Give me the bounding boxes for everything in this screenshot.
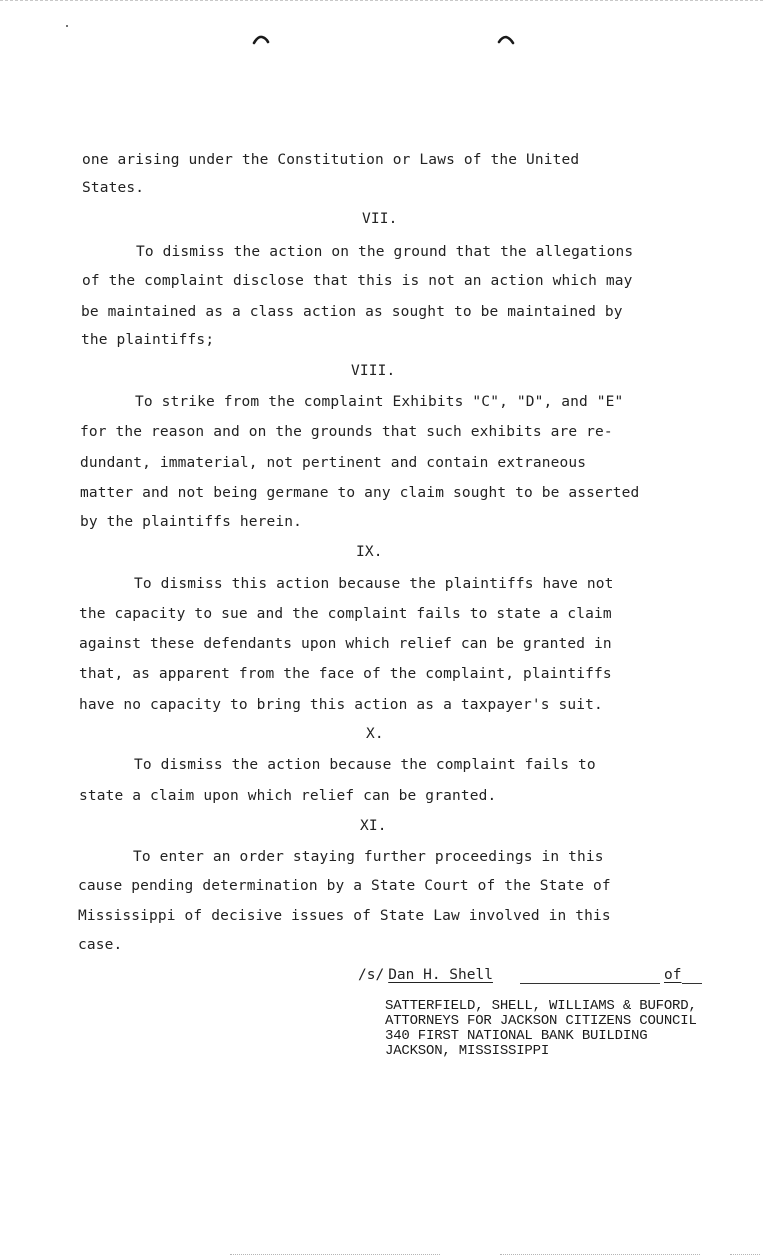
body-line: matter and not being germane to any claim sought to be asserted: [80, 485, 640, 501]
body-line: To dismiss the action because the complaint fails to: [134, 757, 596, 773]
body-line: the capacity to sue and the complaint fails to state a claim: [79, 606, 612, 622]
firm-name: SATTERFIELD, SHELL, WILLIAMS & BUFORD,: [385, 998, 697, 1014]
body-line: States.: [82, 180, 145, 196]
bottom-edge-marks: [730, 1254, 760, 1255]
body-line: the plaintiffs;: [81, 332, 215, 348]
body-line: state a claim upon which relief can be granted.: [79, 788, 497, 804]
body-line: case.: [78, 937, 123, 953]
body-line: dundant, immaterial, not pertinent and contain extraneous: [80, 455, 587, 471]
bottom-edge-marks: [500, 1254, 700, 1255]
section-heading-vii: VII.: [362, 211, 398, 227]
corner-mark-icon: [252, 34, 270, 46]
firm-role: ATTORNEYS FOR JACKSON CITIZENS COUNCIL: [385, 1013, 697, 1029]
body-line: of the complaint disclose that this is not an action which may: [82, 273, 633, 289]
top-edge-dashes: [0, 0, 763, 1]
body-line: for the reason and on the grounds that such exhibits are re-: [80, 424, 613, 440]
body-line: To enter an order staying further proceedings in this: [133, 849, 604, 865]
signature-prefix: /s/: [358, 967, 385, 983]
body-line: be maintained as a class action as sought to be maintained by: [81, 304, 623, 320]
signer-name: Dan H. Shell: [388, 967, 493, 983]
body-line: To dismiss the action on the ground that the allegations: [136, 244, 634, 260]
section-heading-viii: VIII.: [351, 363, 396, 379]
firm-city: JACKSON, MISSISSIPPI: [385, 1043, 550, 1059]
body-line: have no capacity to bring this action as a taxpayer's suit.: [79, 697, 603, 713]
firm-address: 340 FIRST NATIONAL BANK BUILDING: [385, 1028, 648, 1044]
body-line: To dismiss this action because the plaintiffs have not: [134, 576, 614, 592]
body-line: by the plaintiffs herein.: [80, 514, 302, 530]
section-heading-ix: IX.: [356, 544, 383, 560]
body-line: against these defendants upon which relief can be granted in: [79, 636, 612, 652]
signature-rule: [520, 983, 660, 984]
signature-of-rule: [682, 983, 702, 984]
body-line: cause pending determination by a State Court of the State of: [78, 878, 611, 894]
body-line: that, as apparent from the face of the complaint, plaintiffs: [79, 666, 612, 682]
ink-speck: [66, 25, 68, 27]
signature-line: [358, 966, 493, 984]
body-line: Mississippi of decisive issues of State Law involved in this: [78, 908, 611, 924]
body-line: one arising under the Constitution or Laws of the United: [82, 152, 580, 168]
bottom-edge-marks: [230, 1254, 440, 1255]
signature-of: of: [664, 967, 682, 983]
section-heading-x: X.: [366, 726, 384, 742]
body-line: To strike from the complaint Exhibits "C", "D", and "E": [135, 394, 624, 410]
corner-mark-icon: [497, 34, 515, 46]
section-heading-xi: XI.: [360, 818, 387, 834]
